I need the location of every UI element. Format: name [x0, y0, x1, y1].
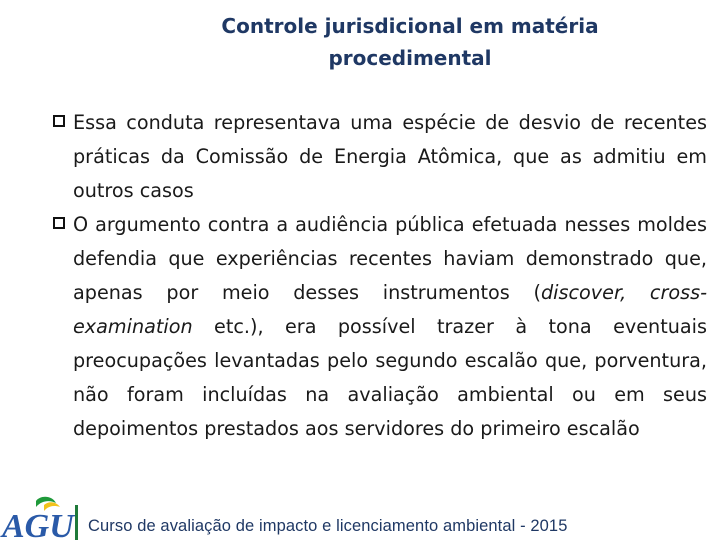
checkbox-bullet-icon: [53, 115, 65, 127]
footer-course-title: Curso de avaliação de impacto e licenciamento ambiental - 2015: [88, 517, 568, 535]
slide-title-line-1: Controle jurisdicional em matéria: [221, 14, 599, 38]
bullet-text-italic: discover, cross-examination: [73, 281, 707, 338]
logo-text: AGU: [2, 508, 74, 540]
agu-logo-icon: [0, 495, 76, 540]
bullet-text: [73, 213, 707, 440]
slide-title: [210, 10, 610, 74]
checkbox-bullet-icon: [53, 217, 65, 229]
footer-divider: [75, 505, 78, 540]
bullet-item: [55, 208, 707, 446]
agu-logo: [0, 495, 76, 540]
slide-title-line-2: procedimental: [328, 46, 492, 70]
slide-body: [55, 106, 707, 446]
bullet-item: [55, 106, 707, 208]
bullet-text: Essa conduta representava uma espécie de desvio de recentes práticas da Comissão de Energia Atômica, que as admitiu em outros casos: [73, 111, 707, 202]
bullet-text-part-1: O argumento contra a audiência pública efetuada nesses moldes defendia que experiências recentes haviam demonstrado que, apenas por meio desses instrumentos (: [73, 213, 707, 304]
bullet-text-part-2: etc.), era possível trazer à tona eventuais preocupações levantadas pelo segundo escalão que, porventura, não foram incluídas na avaliação ambiental ou em seus depoimentos prestados aos servidores do primeiro escalão: [73, 315, 707, 440]
